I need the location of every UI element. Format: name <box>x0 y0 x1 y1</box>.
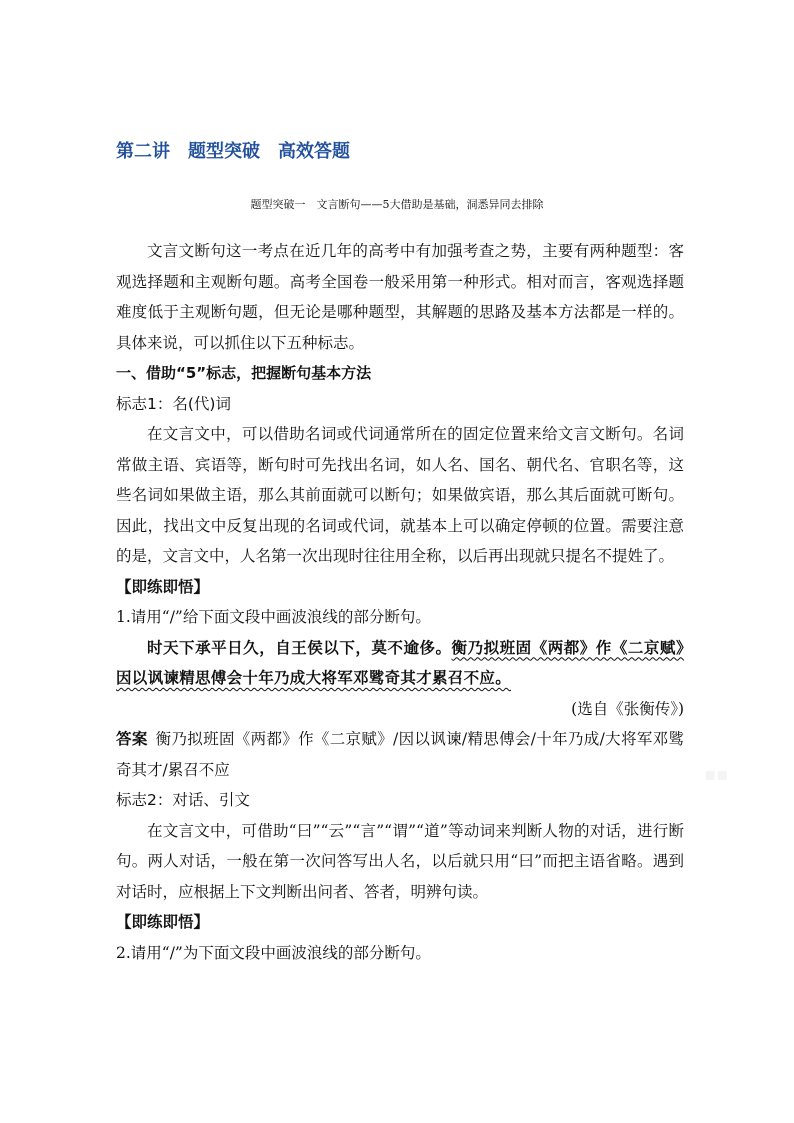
watermark-mark: ▪▪ <box>704 764 729 785</box>
section-heading: 一、借助“5”标志，把握断句基本方法 <box>116 364 372 382</box>
mark2-paragraph: 在文言文中，可借助“曰”“云”“言”“谓”“道”等动词来判断人物的对话，进行断句。两人对话，一般在第一次问答写出人名，以后就只用“曰”而把主语省略。遇到对话时，应根据上下文判断出问者、答者，明辨句读。 <box>116 821 684 901</box>
passage-source: (选自《张衡传》) <box>571 699 684 718</box>
passage-plain-text: 时天下承平日久，自王侯以下，莫不逾侈。 <box>147 638 452 657</box>
answer-label: 答案 <box>116 730 148 748</box>
answer-text: 衡乃拟班固《两都》作《二京赋》/因以讽谏/精思傅会/十年乃成/大将军邓骘奇其才/累召不应 <box>116 730 684 779</box>
mark1-paragraph: 在文言文中，可以借助名词或代词通常所在的固定位置来给文言文断句。名词常做主语、宾语等，断句时可先找出名词，如人名、国名、朝代名、官职名等，这些名词如果做主语，那么其前面就可以断句；如果做宾语，那么其后面就可断句。因此，找出文中反复出现的名词或代词，就基本上可以确定停顿的位置。需要注意的是，文言文中，人名第一次出现时往往用全称，以后再出现就只提名不提姓了。 <box>116 425 684 565</box>
section-subtitle: 题型突破一 文言断句——5大借助是基础，洞悉异同去排除 <box>250 198 544 211</box>
passage-wavy-text: 衡乃拟班固《两都》作《二京赋》因以讽谏精思傅会十年乃成大将军邓骘奇其才累召不应。 <box>116 638 684 687</box>
main-content <box>116 236 684 968</box>
practice1-passage <box>116 633 684 694</box>
mark2-label: 标志2：对话、引文 <box>116 791 250 809</box>
practice2-head: 【即练即悟】 <box>116 913 210 931</box>
mark1-label: 标志1：名(代)词 <box>116 394 231 413</box>
practice2-question: 2.请用“/”为下面文段中画波浪线的部分断句。 <box>116 943 431 962</box>
practice1-head: 【即练即悟】 <box>116 577 210 596</box>
lecture-title: 第二讲 题型突破 高效答题 <box>116 141 350 162</box>
practice1-question: 1.请用“/”给下面文段中画波浪线的部分断句。 <box>116 608 431 626</box>
answer-paragraph <box>116 724 684 785</box>
intro-paragraph: 文言文断句这一考点在近几年的高考中有加强考查之势，主要有两种题型：客观选择题和主观断句题。高考全国卷一般采用第一种形式。相对而言，客观选择题难度低于主观断句题，但无论是哪种题型，其解题的思路及基本方法都是一样的。具体来说，可以抓住以下五种标志。 <box>116 242 684 352</box>
